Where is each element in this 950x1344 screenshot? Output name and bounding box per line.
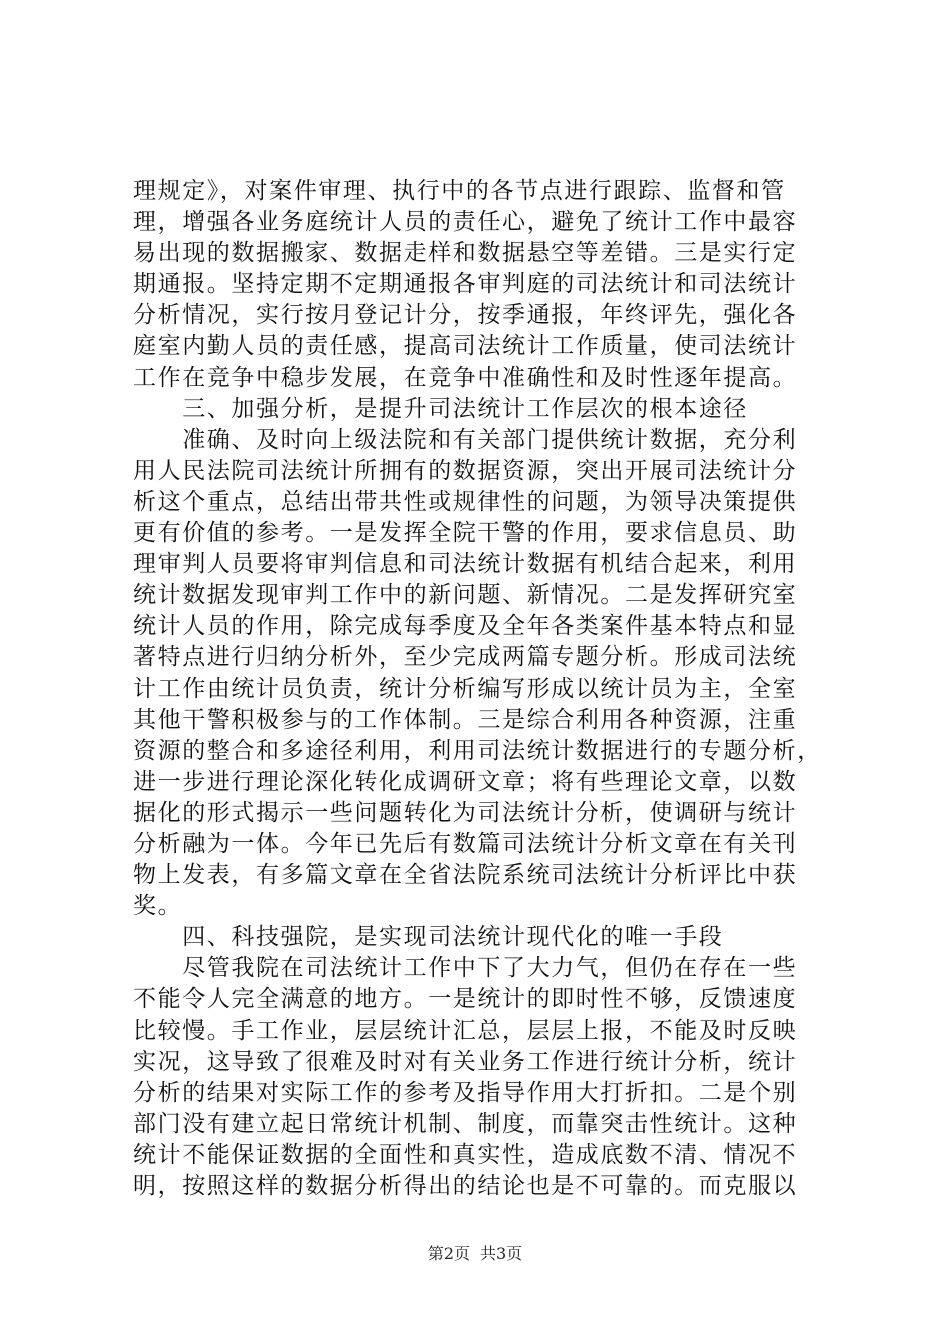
text-line: 进一步进行理论深化转化成调研文章；将有些理论文章，以数	[133, 768, 798, 795]
text-line: 统计不能保证数据的全面性和真实性，造成底数不清、情况不	[133, 1141, 798, 1168]
page-total: 共3页	[480, 1244, 523, 1263]
text-line: 物上发表，有多篇文章在全省法院系统司法统计分析评比中获	[133, 862, 798, 889]
text-line: 著特点进行归纳分析外，至少完成两篇专题分析。形成司法统	[133, 644, 798, 671]
text-line: 析这个重点，总结出带共性或规律性的问题，为领导决策提供	[133, 488, 798, 515]
text-line: 资源的整合和多途径利用，利用司法统计数据进行的专题分析，	[133, 737, 822, 764]
text-line: 分析的结果对实际工作的参考及指导作用大打折扣。二是个别	[133, 1079, 798, 1106]
text-line: 计工作由统计员负责，统计分析编写形成以统计员为主，全室	[133, 675, 798, 702]
text-line: 其他干警积极参与的工作体制。三是综合利用各种资源，注重	[133, 706, 798, 733]
text-line: 分析融为一体。今年已先后有数篇司法统计分析文章在有关刊	[133, 830, 798, 857]
document-body	[133, 176, 833, 1202]
text-line: 三、加强分析，是提升司法统计工作层次的根本途径	[133, 395, 748, 422]
text-line: 理，增强各业务庭统计人员的责任心，避免了统计工作中最容	[133, 209, 798, 236]
text-line: 更有价值的参考。一是发挥全院干警的作用，要求信息员、助	[133, 520, 798, 547]
text-line: 准确、及时向上级法院和有关部门提供统计数据，充分利	[133, 426, 798, 453]
text-line: 易出现的数据搬家、数据走样和数据悬空等差错。三是实行定	[133, 240, 798, 267]
text-line: 工作在竞争中稳步发展，在竞争中准确性和及时性逐年提高。	[133, 364, 798, 391]
text-line: 尽管我院在司法统计工作中下了大力气，但仍在存在一些	[133, 955, 798, 982]
text-line: 实况，这导致了很难及时对有关业务工作进行统计分析，统计	[133, 1048, 798, 1075]
text-line: 据化的形式揭示一些问题转化为司法统计分析，使调研与统计	[133, 799, 798, 826]
text-line: 统计数据发现审判工作中的新问题、新情况。二是发挥研究室	[133, 582, 798, 609]
text-line: 比较慢。手工作业，层层统计汇总，层层上报，不能及时反映	[133, 1017, 798, 1044]
text-line: 分析情况，实行按月登记计分，按季通报，年终评先，强化各	[133, 302, 798, 329]
text-line: 期通报。坚持定期不定期通报各审判庭的司法统计和司法统计	[133, 271, 798, 298]
page-footer	[0, 1243, 950, 1265]
text-line: 奖。	[133, 893, 183, 920]
text-line: 统计人员的作用，除完成每季度及全年各类案件基本特点和显	[133, 613, 798, 640]
page-number: 第2页	[427, 1244, 470, 1263]
text-line: 四、科技强院，是实现司法统计现代化的唯一手段	[133, 924, 724, 951]
text-line: 明，按照这样的数据分析得出的结论也是不可靠的。而克服以	[133, 1173, 798, 1199]
text-line: 理规定》，对案件审理、执行中的各节点进行跟踪、监督和管	[133, 178, 786, 204]
text-line: 理审判人员要将审判信息和司法统计数据有机结合起来，利用	[133, 551, 798, 578]
text-line: 部门没有建立起日常统计机制、制度，而靠突击性统计。这种	[133, 1110, 798, 1137]
text-line: 不能令人完全满意的地方。一是统计的即时性不够，反馈速度	[133, 986, 798, 1013]
text-line: 用人民法院司法统计所拥有的数据资源，突出开展司法统计分	[133, 457, 798, 484]
text-line: 庭室内勤人员的责任感，提高司法统计工作质量，使司法统计	[133, 333, 798, 360]
